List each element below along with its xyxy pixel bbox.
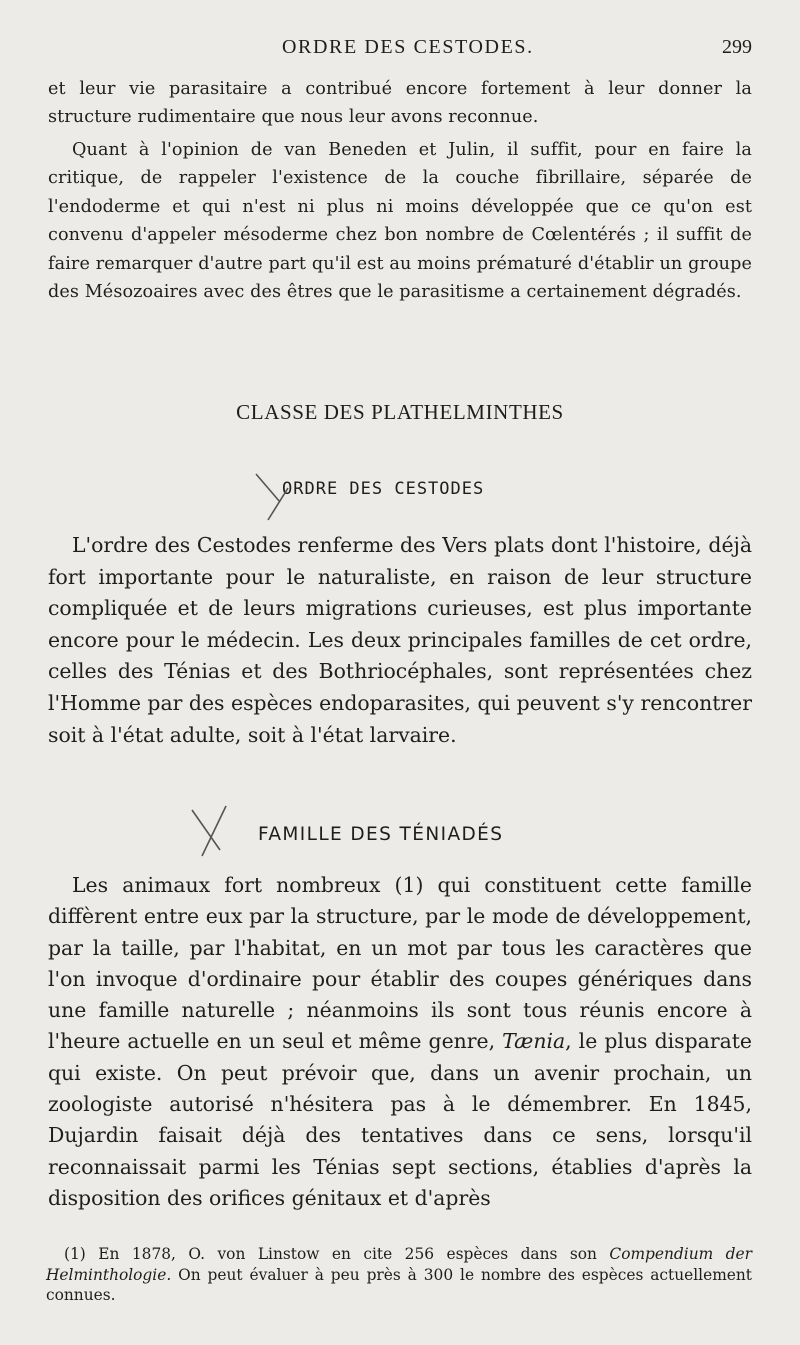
class-heading: CLASSE DES PLATHELMINTHES [236, 400, 564, 424]
paragraph-family [48, 870, 752, 1214]
family-text-end: , le plus disparate qui existe. On peut prévoir que, dans un avenir prochain, un zoologiste autorisé n'hésitera pas à le démembrer. En 1845, Dujardin faisait déjà des tentatives dans ce sens, lorsqu'il reconnaissait parmi les Ténias sept sections, établies d'après la disposition des orifices génitaux et d'après [48, 1029, 752, 1210]
paragraph-opinion: Quant à l'opinion de van Beneden et Julin, il suffit, pour en faire la critique, de rappeler l'existence de la couche fibrillaire, séparée de l'endoderme et qui n'est ni plus ni moins développée que ce qu'on est convenu d'appeler mésoderme chez bon nombre de Cœlentérés ; il suffit de faire remarquer d'autre part qu'il est au moins prématuré d'établir un groupe des Mésozoaires avec des êtres que le parasitisme a certainement dégradés. [48, 140, 752, 303]
pencil-mark-order [250, 468, 295, 528]
footnote-book-title: Compendium der Helminthologie. [46, 1245, 752, 1284]
footnote-text-start: (1) En 1878, O. von Linstow en cite 256 espèces dans son [64, 1245, 610, 1263]
running-head [0, 36, 800, 66]
paragraph-continued: et leur vie parasitaire a contribué encore fortement à leur donner la structure rudimentaire que nous leur avons reconnue. [48, 79, 752, 128]
page-number: 299 [722, 36, 752, 58]
genus-name: Tænia [502, 1029, 566, 1054]
running-title: ORDRE DES CESTODES. [282, 36, 534, 58]
family-text-start: Les animaux fort nombreux (1) qui constituent cette famille diffèrent entre eux par la structure, par le mode de développement, par la taille, par l'habitat, en un mot par tous les caractères que l'on invoque d'ordinaire pour établir des coupes génériques dans une famille naturelle ; néanmoins ils sont tous réunis encore à l'heure actuelle en un seul et même genre, [48, 873, 752, 1054]
footnote-text-end: On peut évaluer à peu près à 300 le nombre des espèces actuellement connues. [46, 1265, 752, 1304]
order-heading: ORDRE DES CESTODES [282, 479, 485, 499]
pencil-mark-family [186, 800, 236, 860]
footnote [46, 1244, 752, 1306]
paragraph-order: L'ordre des Cestodes renferme des Vers plats dont l'histoire, déjà fort importante pour le naturaliste, en raison de leur structure compliquée et de leurs migrations curieuses, est plus importante encore pour le médecin. Les deux principales familles de cet ordre, celles des Ténias et des Bothriocéphales, sont représentées chez l'Homme par des espèces endoparasites, qui peuvent s'y rencontrer soit à l'état adulte, soit à l'état larvaire. [48, 533, 752, 747]
family-heading: FAMILLE DES TÉNIADÉS [258, 824, 504, 845]
